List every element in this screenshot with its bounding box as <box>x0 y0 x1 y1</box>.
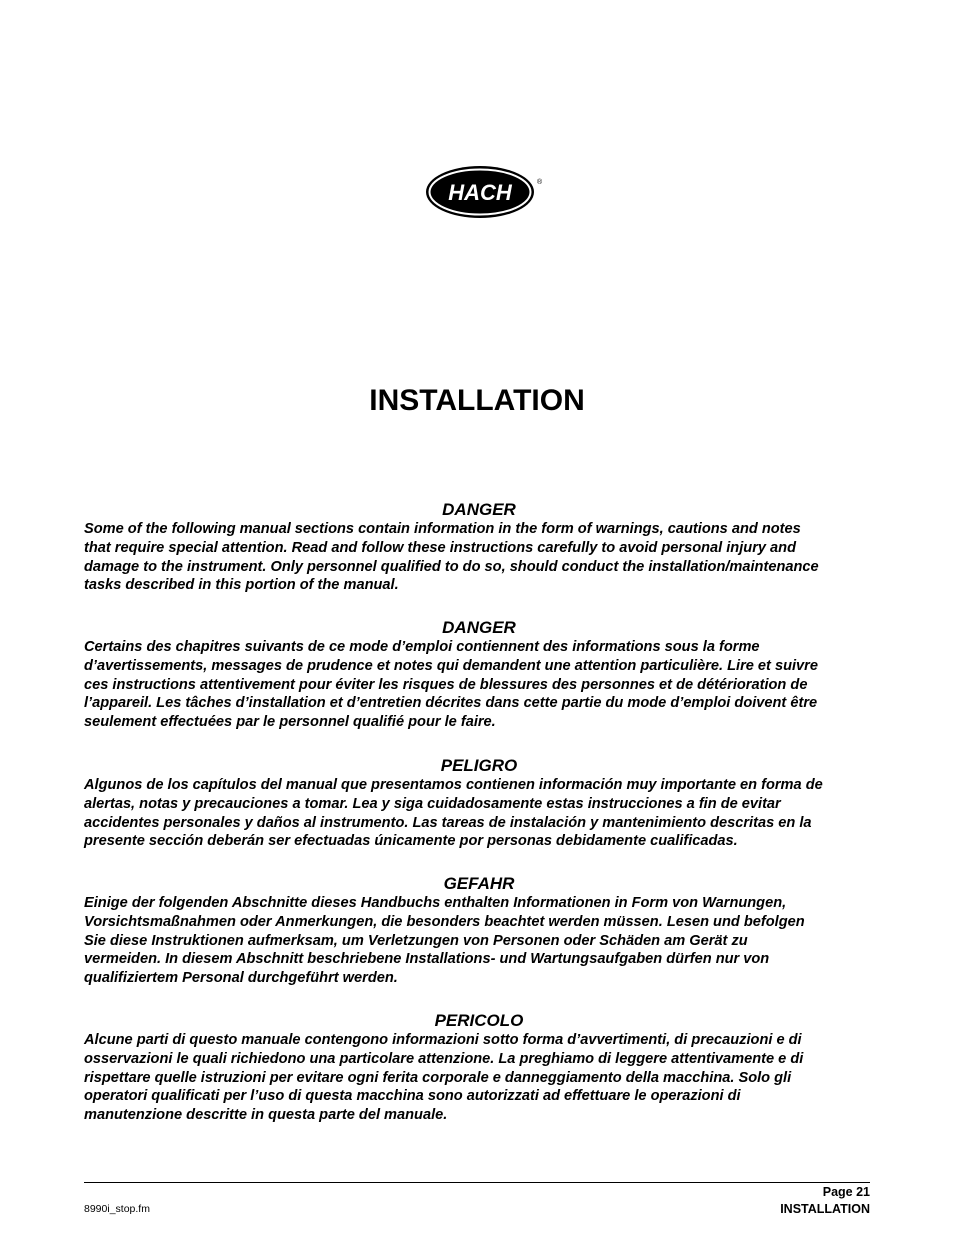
footer-filename: 8990i_stop.fm <box>84 1203 150 1215</box>
warning-line: tasks described in this portion of the manual. <box>84 577 399 594</box>
warning-line: l’appareil. Les tâches d’installation et d’entretien décrites dans cette partie du mode d’emploi doivent être <box>84 695 818 712</box>
warning-line: seulement effectuées par le personnel qualifié pour le faire. <box>84 714 496 731</box>
warning-line: presente sección deberán ser efectuadas únicamente por personas debidamente cualificadas. <box>84 833 738 850</box>
logo-text: HACH <box>448 180 512 205</box>
warning-heading: PERICOLO <box>434 1011 524 1030</box>
warning-line: Certains des chapitres suivants de ce mode d’emploi contiennent des informations sous la forme <box>84 639 760 655</box>
warning-line: damage to the instrument. Only personnel qualified to do so, should conduct the installation/maintenance <box>84 558 819 575</box>
warning-line: qualifiziertem Personal durchgeführt werden. <box>84 970 398 987</box>
warning-text <box>84 520 874 595</box>
warning-text <box>84 894 874 988</box>
hach-logo <box>424 164 544 220</box>
warning-line: that require special attention. Read and follow these instructions carefully to avoid personal injury and <box>84 539 796 556</box>
warning-heading: GEFAHR <box>443 874 515 893</box>
warning-line: manutenzione descritte in questa parte del manuale. <box>84 1107 448 1124</box>
warning-line: Algunos de los capítulos del manual que presentamos contienen información muy importante en forma de <box>84 777 823 793</box>
page-number: Page 21 <box>822 1185 870 1199</box>
warning-french <box>84 618 874 732</box>
warning-line: operatori qualificati per l’uso di questa macchina sono autorizzati ad effettuare le operazioni di <box>84 1088 741 1105</box>
warning-italian <box>84 1011 874 1125</box>
warning-line: Einige der folgenden Abschnitte dieses Handbuchs enthalten Informationen in Form von Warnungen, <box>84 895 787 911</box>
page-title: INSTALLATION <box>369 384 585 417</box>
warning-line: vermeiden. In diesem Abschnitt beschriebene Installations- und Wartungsaufgaben dürfen nur von <box>84 951 770 968</box>
warning-text <box>84 776 874 851</box>
warning-text <box>84 1031 874 1125</box>
warning-line: Some of the following manual sections contain information in the form of warnings, cautions and notes <box>84 521 801 537</box>
warning-line: alertas, notas y precauciones a tomar. Lea y siga cuidadosamente estas instrucciones a fin de evitar <box>84 795 781 812</box>
footer-section: INSTALLATION <box>780 1202 870 1216</box>
warning-line: ces instructions attentivement pour éviter les risques de blessures des personnes et de détérioration de <box>84 676 808 693</box>
warning-heading: DANGER <box>442 618 516 637</box>
warning-english <box>84 500 874 595</box>
warning-spanish <box>84 756 874 851</box>
registered-mark: ® <box>537 179 543 186</box>
warning-line: Vorsichtsmaßnahmen oder Anmerkungen, die besonders beachtet werden müssen. Lesen und befolgen <box>84 913 805 930</box>
warning-line: osservazioni le quali richiedono una particolare attenzione. La preghiamo di leggere attentivamente e di <box>84 1050 804 1067</box>
warning-heading: DANGER <box>442 500 516 519</box>
warning-line: Sie diese Instruktionen aufmerksam, um Verletzungen von Personen oder Schäden am Gerät zu <box>84 932 748 949</box>
warning-line: d’avertissements, messages de prudence et notes qui demandent une attention particulière. Lire et suivre <box>84 657 818 674</box>
warning-german <box>84 874 874 988</box>
warning-text <box>84 638 874 732</box>
warning-line: Alcune parti di questo manuale contengono informazioni sotto forma d’avvertimenti, di precauzioni e di <box>84 1032 802 1048</box>
hach-logo-mark <box>424 164 544 220</box>
warning-heading: PELIGRO <box>440 756 518 775</box>
warning-line: accidentes personales y daños al instrumento. Las tareas de instalación y mantenimiento descritas en la <box>84 814 812 831</box>
footer-page-info <box>780 1184 870 1218</box>
warning-line: rispettare quelle istruzioni per evitare ogni ferita corporale e danneggiamento della macchina. Solo gli <box>84 1069 792 1086</box>
footer-divider <box>84 1182 870 1183</box>
